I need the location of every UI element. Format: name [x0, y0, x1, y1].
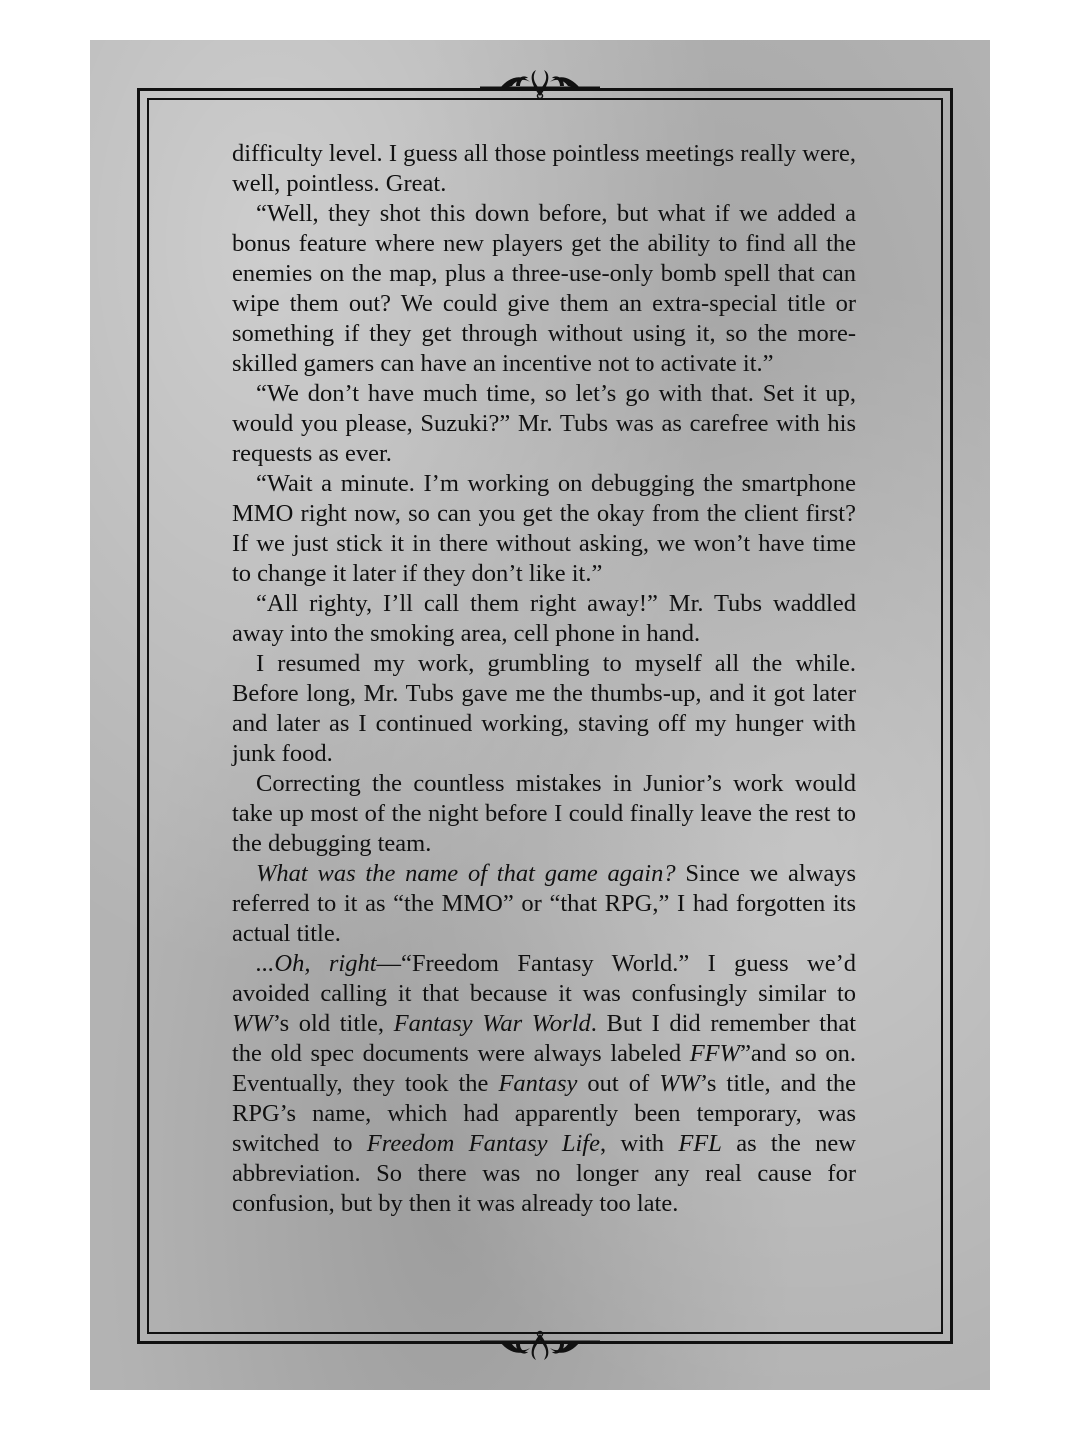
text-run: I resumed my work, grumbling to myself all the while. Before long, Mr. Tubs gave me the thumbs-up, and it got later and later as I continued working, staving off my hunger with junk food. [232, 650, 856, 767]
paragraph [232, 589, 856, 649]
italic-text: Fantasy [498, 1070, 578, 1097]
paragraph [232, 769, 856, 859]
paragraph [232, 139, 856, 199]
text-run: —“Freedom Fantasy World.” I guess we’d avoided calling it that because it was confusingly similar to [232, 950, 857, 1007]
paragraph [232, 469, 856, 589]
italic-text: Fantasy War World [393, 1010, 591, 1037]
text-run: as the new abbreviation. So there was no longer any real cause for confusion, but by then it was already too late. [232, 1130, 856, 1217]
text-run: . But I did remember that the old spec documents were always labeled [232, 1010, 856, 1067]
text-run: “Wait a minute. I’m working on debugging the smartphone MMO right now, so can you get the okay from the client first? If we just stick it in there without asking, we won’t have time to change it later if they don’t like it.” [232, 470, 856, 587]
body-text [232, 139, 856, 1219]
italic-text: FFW [689, 1040, 741, 1067]
text-run: “Well, they shot this down before, but what if we added a bonus feature where new players get the ability to find all the enemies on the map, plus a three-use-only bomb spell that can wipe them out? We could give them an extra-special title or something if they get through without using it, so the more-skilled gamers can have an incentive not to activate it.” [232, 200, 856, 377]
text-run: “We don’t have much time, so let’s go with that. Set it up, would you please, Suzuki?” Mr. Tubs was as carefree with his requests as ever. [232, 380, 856, 467]
flourish-ornament-icon [480, 1330, 600, 1364]
italic-text: What was the name of that game again? [256, 860, 676, 887]
text-run: out of [577, 1070, 660, 1097]
text-run: difficulty level. I guess all those pointless meetings really were, well, pointless. Great. [232, 140, 856, 197]
italic-text: WW [659, 1070, 701, 1097]
paragraph [232, 949, 856, 1219]
text-run: ”and so on. Eventually, they took the [232, 1040, 856, 1097]
text-run: Correcting the countless mistakes in Junior’s work would take up most of the night before I could finally leave the rest to the debugging team. [232, 770, 856, 857]
flourish-ornament-icon [480, 66, 600, 100]
paragraph [232, 199, 856, 379]
italic-text: WW [232, 1010, 273, 1037]
text-run: “All righty, I’ll call them right away!” Mr. Tubs waddled away into the smoking area, cell phone in hand. [232, 590, 856, 647]
paragraph [232, 379, 856, 469]
paragraph [232, 859, 856, 949]
italic-text: FFL [678, 1130, 722, 1157]
italic-text: ...Oh, right [256, 950, 377, 977]
paragraph [232, 649, 856, 769]
text-run: ’s old title, [272, 1010, 394, 1037]
text-run: , with [600, 1130, 679, 1157]
text-run: Since we always referred to it as “the MMO” or “that RPG,” I had forgotten its actual title. [232, 860, 856, 947]
italic-text: Freedom Fantasy Life [366, 1130, 600, 1157]
text-run: ’s title, and the RPG’s name, which had apparently been temporary, was switched to [232, 1070, 857, 1157]
